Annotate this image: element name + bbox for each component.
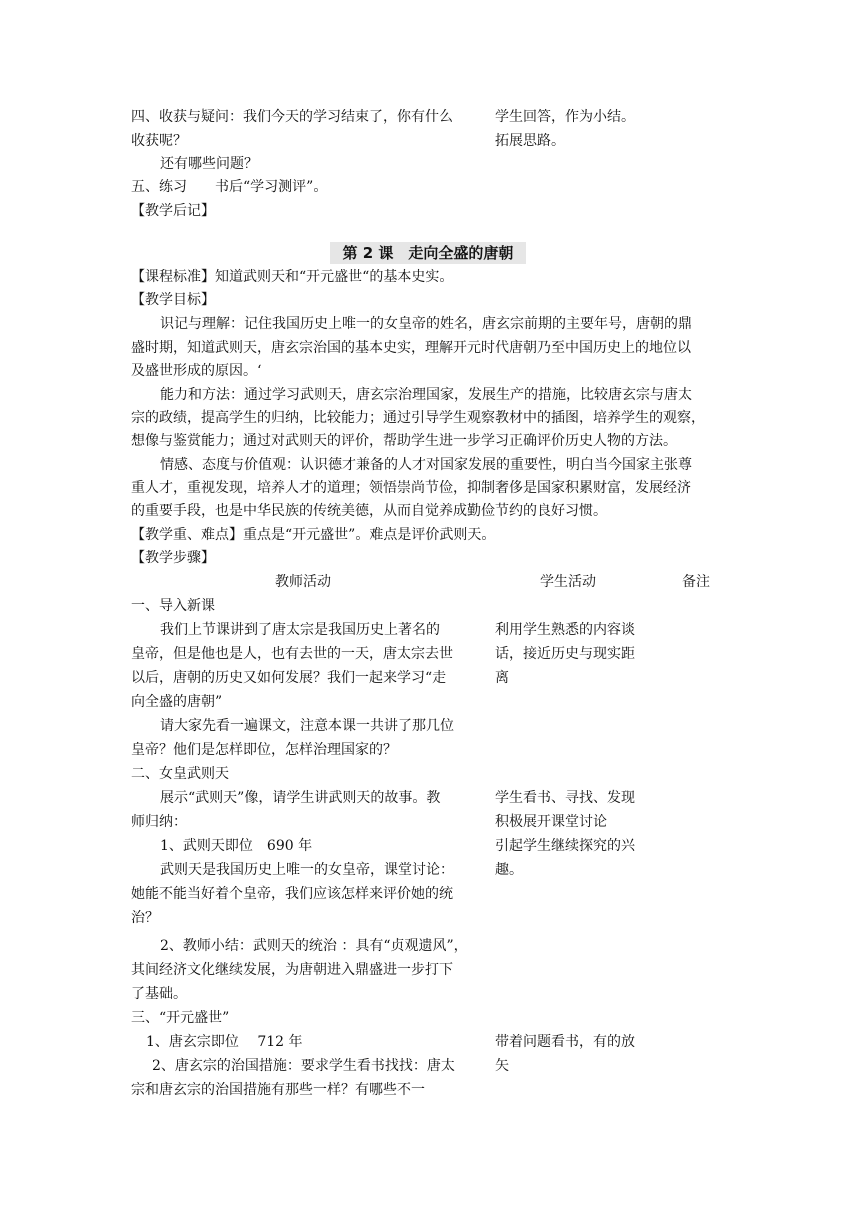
teacher-line: 武则天是我国历史上唯一的女皇帝，课堂讨论： [160,862,454,878]
steps-heading: 【教学步骤】 [131,550,215,566]
teacher-line: 师归纳： [131,814,187,830]
goals-line-9: 的重要手段，也是中华民族的传统美德，从而自觉养成勤俭节约的良好习惯。 [131,503,607,519]
teacher-line: 她能不能当好着个皇帝，我们应该怎样来评价她的统 [131,886,453,902]
goals-line-6: 想像与鉴赏能力；通过对武则天的评价，帮助学生进一步学习正确评价历史人物的方法。 [131,433,677,449]
teacher-activity-header: 教师活动 [275,574,331,590]
exercise-line: 五、练习 书后“学习测评”。 [131,179,328,195]
student-line: 学生看书、寻找、发现 [495,790,635,806]
summary-question-line-3: 还有哪些问题？ [160,156,258,172]
student-line: 积极展开课堂讨论 [495,814,607,830]
goals-line-4: 能力和方法：通过学习武则天，唐玄宗治理国家，发展生产的措施，比较唐玄宗与唐太 [160,387,692,403]
teacher-line: 皇帝，但是他也是人，也有去世的一天，唐太宗去世 [131,646,453,662]
teacher-line: 了基础。 [131,986,187,1002]
teacher-line: 向全盛的唐朝” [131,694,223,710]
teacher-line: 2、唐玄宗的治国措施：要求学生看书找找：唐太 [152,1058,455,1074]
teacher-line: 一、导入新课 [131,598,215,614]
teaching-notes-heading: 【教学后记】 [131,203,215,219]
teacher-line: 宗和唐玄宗的治国措施有那些一样？有哪些不一 [131,1082,425,1098]
student-line: 话，接近历史与现实距 [495,646,635,662]
teacher-line: 以后，唐朝的历史又如何发展？我们一起来学习“走 [131,670,447,686]
note-header: 备注 [682,574,710,590]
goals-heading: 【教学目标】 [131,292,215,308]
goals-line-3: 及盛世形成的原因。‘ [131,363,262,379]
student-line: 利用学生熟悉的内容谈 [495,622,635,638]
student-line: 引起学生继续探究的兴 [495,838,635,854]
lesson-title: 第 2 课 走向全盛的唐朝 [330,242,526,264]
goals-line-2: 盛时期，知道武则天，唐玄宗治国的基本史实，理解开元时代唐朝乃至中国历史上的地位以 [131,340,691,356]
teacher-line: 皇帝？他们是怎样即位，怎样治理国家的？ [131,742,397,758]
teacher-line: 二、女皇武则天 [131,766,229,782]
goals-line-7: 情感、态度与价值观：认识德才兼备的人才对国家发展的重要性，明白当今国家主张尊 [160,457,692,473]
teacher-line: 展示“武则天”像，请学生讲武则天的故事。教 [160,790,441,806]
teacher-line: 1、唐玄宗即位 712 年 [146,1034,303,1050]
student-line: 带着问题看书，有的放 [495,1034,635,1050]
student-line: 离 [495,670,509,686]
student-answer-line-1: 学生回答，作为小结。 [495,109,635,125]
goals-line-5: 宗的政绩，提高学生的归纳，比较能力；通过引导学生观察教材中的插图，培养学生的观察， [131,410,705,426]
student-line: 趣。 [495,862,523,878]
teacher-line: 请大家先看一遍课文，注意本课一共讲了那几位 [160,718,454,734]
student-line: 矢 [495,1058,509,1074]
goals-line-1: 识记与理解：记住我国历史上唯一的女皇帝的姓名，唐玄宗前期的主要年号，唐朝的鼎 [160,316,692,332]
summary-question-line-2: 收获呢？ [131,133,187,149]
student-activity-header: 学生活动 [540,574,596,590]
teacher-line: 1、武则天即位 690 年 [160,838,313,854]
teacher-line: 三、“开元盛世” [131,1010,230,1026]
teacher-line: 治？ [131,910,159,926]
teacher-line: 其间经济文化继续发展，为唐朝进入鼎盛进一步打下 [131,962,453,978]
course-standards: 【课程标准】知道武则天和“开元盛世“的基本史实。 [131,269,454,285]
teacher-line: 我们上节课讲到了唐太宗是我国历史上著名的 [160,622,440,638]
key-points: 【教学重、难点】重点是“开元盛世”。难点是评价武则天。 [131,527,496,543]
goals-line-8: 重人才，重视发现，培养人才的道理；领悟崇尚节俭，抑制奢侈是国家积累财富，发展经济 [131,480,691,496]
student-answer-line-2: 拓展思路。 [495,133,565,149]
teacher-line: 2、教师小结：武则天的统治 ：具有“贞观遗风”， [160,938,468,954]
summary-question-line-1: 四、收获与疑问：我们今天的学习结束了，你有什么 [131,109,453,125]
